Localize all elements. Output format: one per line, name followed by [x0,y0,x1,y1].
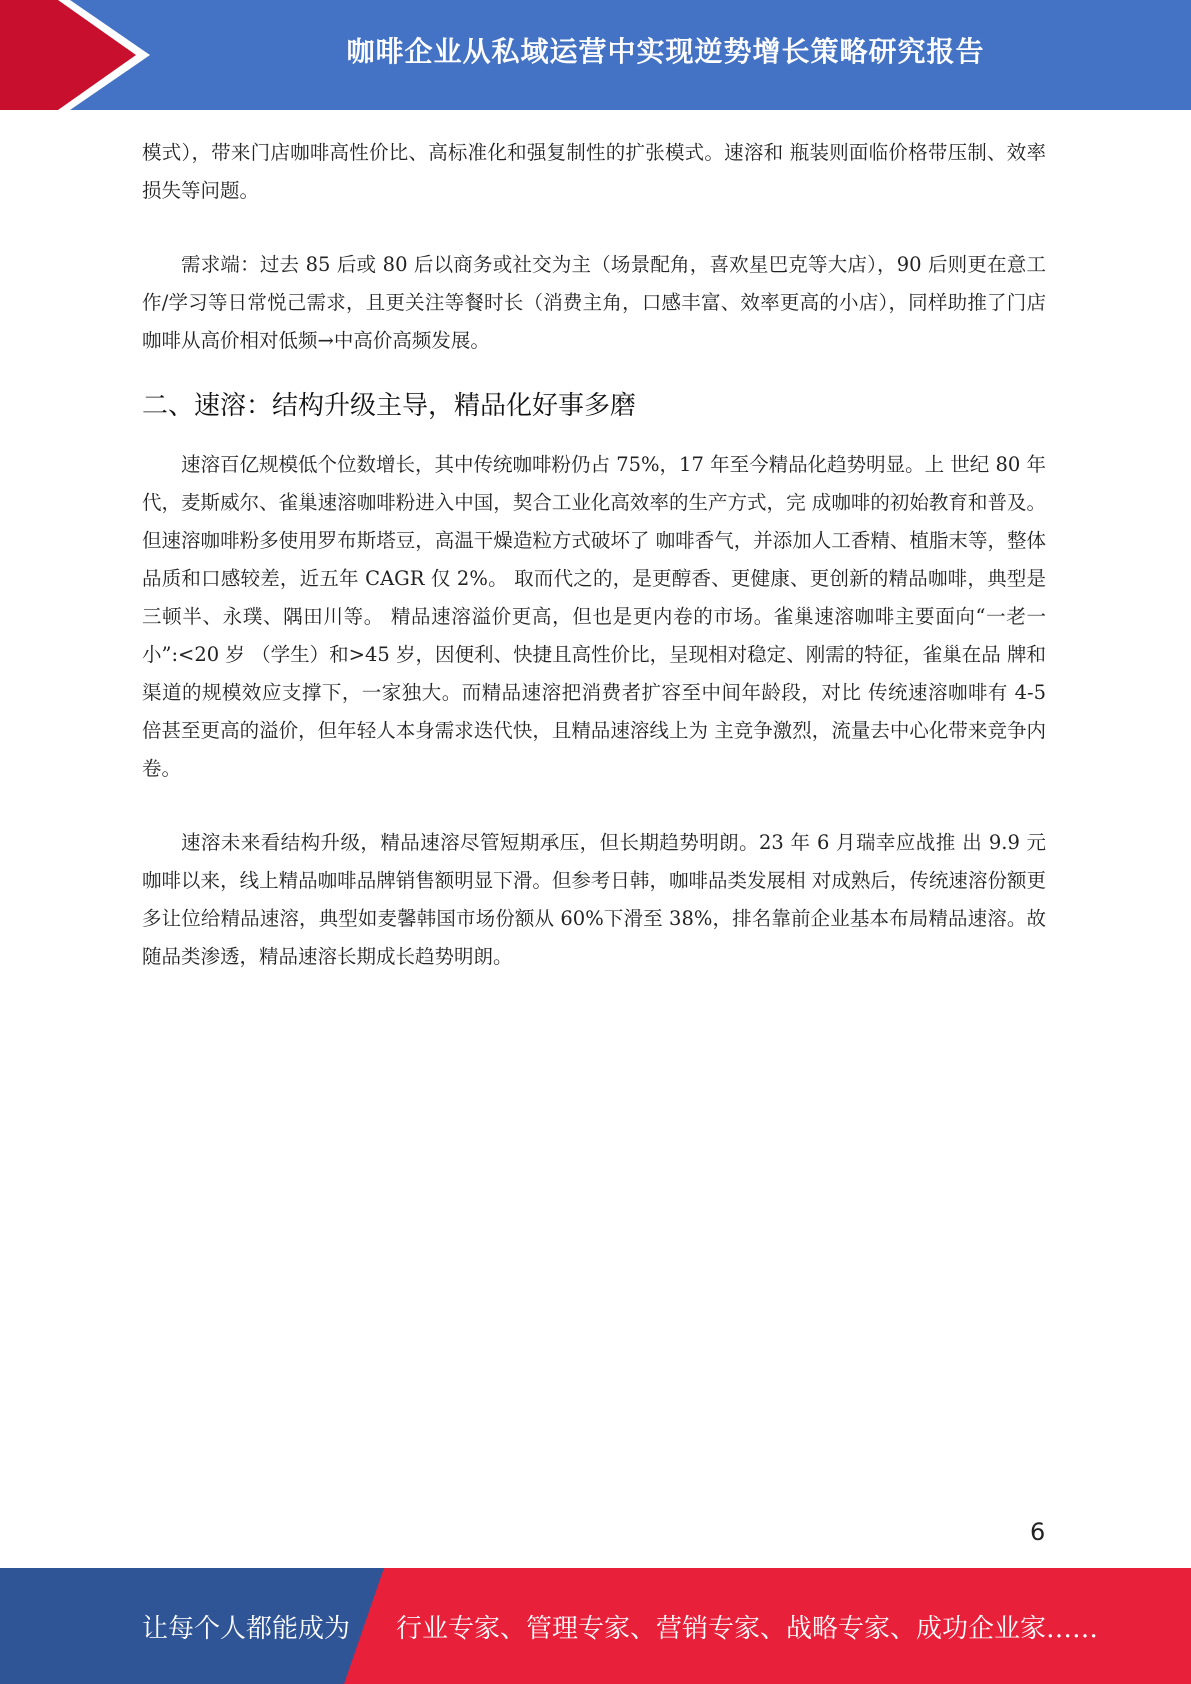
page-number: 6 [1030,1518,1046,1546]
report-title: 咖啡企业从私域运营中实现逆势增长策略研究报告 [346,35,985,68]
section-heading: 二、速溶：结构升级主导，精品化好事多磨 [142,391,637,421]
header-arrow-decoration [0,0,160,110]
page-header [0,0,1191,110]
paragraph-continuation: 模式），带来门店咖啡高性价比、高标准化和强复制性的扩张模式。速溶和 瓶装则面临价格带压制、效率损失等问题。 [142,141,1046,202]
footer-slogan-left: 让每个人都能成为 [142,1613,351,1644]
paragraph-instant-market: 速溶百亿规模低个位数增长，其中传统咖啡粉仍占 75%，17 年至今精品化趋势明显。上 世纪 80 年代，麦斯威尔、雀巢速溶咖啡粉进入中国，契合工业化高效率的生产方式，完 成咖啡的初始教育和普及。但速溶咖啡粉多使用罗布斯塔豆，高温干燥造粒方式破坏了 咖啡香气，并添加人工香精、植脂末等，整体品质和口感较差，近五年 CAGR 仅 2%。 取而代之的，是更醇香、更健康、更创新的精品咖啡，典型是三顿半、永璞、隅田川等。 精品速溶溢价更高，但也是更内卷的市场。雀巢速溶咖啡主要面向“一老一小”:<20 岁 （学生）和>45 岁，因便利、快捷且高性价比，呈现相对稳定、刚需的特征，雀巢在品 牌和渠道的规模效应支撑下，一家独大。而精品速溶把消费者扩容至中间年龄段，对比 传统速溶咖啡有 4-5 倍甚至更高的溢价，但年轻人本身需求迭代快，且精品速溶线上为 主竞争激烈，流量去中心化带来竞争内卷。 [142,453,1046,780]
paragraph-demand-side: 需求端：过去 85 后或 80 后以商务或社交为主（场景配角，喜欢星巴克等大店），90 后则更在意工作/学习等日常悦己需求，且更关注等餐时长（消费主角，口感丰富、效率更高的小店），同样助推了门店咖啡从高价相对低频→中高价高频发展。 [142,253,1046,352]
paragraph-instant-outlook: 速溶未来看结构升级，精品速溶尽管短期承压，但长期趋势明朗。23 年 6 月瑞幸应战推 出 9.9 元咖啡以来，线上精品咖啡品牌销售额明显下滑。但参考日韩，咖啡品类发展相 对成熟后，传统速溶份额更多让位给精品速溶，典型如麦馨韩国市场份额从 60%下滑至 38%，排名靠前企业基本布局精品速溶。故随品类渗透，精品速溶长期成长趋势明朗。 [142,831,1046,968]
main-content [142,134,1046,976]
page-footer [0,1568,1191,1684]
footer-slogan-right: 行业专家、管理专家、营销专家、战略专家、成功企业家…… [396,1613,1099,1644]
